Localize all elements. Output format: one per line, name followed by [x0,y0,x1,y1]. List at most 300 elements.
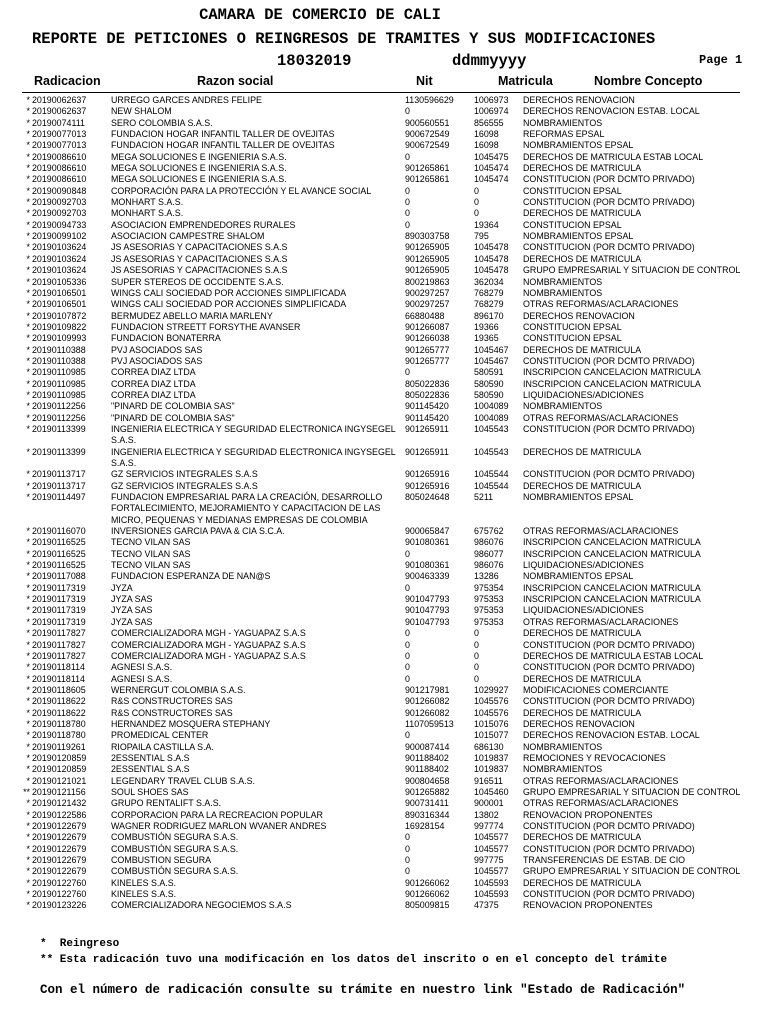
nit-cell: 901265911 [405,446,449,457]
table-row [0,628,768,639]
matricula-cell: 975353 [474,605,504,616]
concepto-cell: RENOVACION PROPONENTES [523,809,653,820]
matricula-cell: 19364 [474,219,499,230]
matricula-cell: 975354 [474,582,504,593]
razon-social-cell: ASOCIACION CAMPESTRE SHALOM [111,231,265,242]
table-row [0,708,768,719]
matricula-cell: 1019837 [474,752,509,763]
matricula-cell: 1045478 [474,242,509,253]
row-marker: * [26,582,30,593]
row-marker: * [26,605,30,616]
table-row [0,900,768,911]
razon-social-cell: GZ SERVICIOS INTEGRALES S.A.S [111,469,258,480]
concepto-cell: DERECHOS DE MATRICULA [523,163,642,174]
radicacion-cell: 20190113717 [32,480,86,491]
concepto-cell: CONSTITUCION (POR DCMTO PRIVADO) [523,423,695,434]
razon-social-cell: MEGA SOLUCIONES E INGENIERIA S.A.S. [111,163,287,174]
nit-cell: 901145420 [405,401,449,412]
razon-social-cell: JYZA SAS [111,594,153,605]
radicacion-cell: 20190074111 [32,117,85,128]
nit-cell: 901265916 [405,480,450,491]
nit-cell: 0 [405,548,410,559]
matricula-cell: 1015076 [474,718,509,729]
concepto-cell: INSCRIPCION CANCELACION MATRICULA [523,582,701,593]
concepto-cell: DERECHOS RENOVACION [523,718,635,729]
col-header-nit: Nit [416,74,433,88]
row-marker: * [26,299,30,310]
radicacion-cell: 20190122679 [32,843,87,854]
concepto-cell: DERECHOS DE MATRICULA [523,480,642,491]
razon-social-cell: GZ SERVICIOS INTEGRALES S.A.S [111,480,258,491]
radicacion-cell: 20190094733 [32,219,87,230]
matricula-cell: 768279 [474,299,504,310]
table-row [0,753,768,764]
nit-cell: 16928154 [405,821,445,832]
report-title: REPORTE DE PETICIONES O REINGRESOS DE TRAMITES Y SUS MODIFICACIONES [32,30,656,48]
matricula-cell: 1019837 [474,764,509,775]
table-row [0,413,768,424]
row-marker: * [26,310,30,321]
row-marker: * [26,560,30,571]
table-row [0,288,768,299]
table-row [0,571,768,582]
nit-cell: 901265916 [405,469,450,480]
nit-cell: 900672549 [405,140,450,151]
row-marker: * [26,276,30,287]
razon-social-cell: INVERSIONES GARCIA PAVA & CIA S.C.A. [111,526,285,537]
radicacion-cell: 20190121021 [32,775,87,786]
col-header-concepto: Nombre Concepto [594,74,703,88]
matricula-cell: 1045467 [474,355,509,366]
concepto-cell: CONSTITUCION (POR DCMTO PRIVADO) [523,197,695,208]
table-row [0,401,768,412]
matricula-cell: 975353 [474,616,504,627]
razon-social-cell: CORPORACIÓN PARA LA PROTECCIÓN Y EL AVANCE SOCIAL [111,185,372,196]
razon-social-cell: COMERCIALIZADORA MGH - YAGUAPAZ S.A.S [111,639,306,650]
razon-social-cell: JS ASESORIAS Y CAPACITACIONES S.A.S [111,253,288,264]
nit-cell: 900672549 [405,129,450,140]
razon-social-cell: JYZA SAS [111,605,153,616]
table-row [0,889,768,900]
table-row [0,333,768,344]
table-row [0,605,768,616]
nit-cell: 0 [405,730,410,741]
nit-cell: 901265777 [405,344,450,355]
nit-cell: 805022836 [405,378,450,389]
matricula-cell: 856555 [474,117,504,128]
table-row [0,674,768,685]
row-marker: * [26,401,30,412]
nit-cell: 0 [405,106,410,117]
nit-cell: 901080361 [405,537,450,548]
razon-social-cell: LEGENDARY TRAVEL CLUB S.A.S. [111,775,256,786]
radicacion-cell: 20190110388 [32,344,86,355]
row-marker: * [26,480,30,491]
concepto-cell: INSCRIPCION CANCELACION MATRICULA [523,378,701,389]
concepto-cell: DERECHOS DE MATRICULA ESTAB LOCAL [523,650,704,661]
concepto-cell: NOMBRAMIENTOS [523,401,603,412]
report-org-title: CAMARA DE COMERCIO DE CALI [199,6,441,24]
concepto-cell: CONSTITUCION (POR DCMTO PRIVADO) [523,639,695,650]
concepto-cell: DERECHOS RENOVACION ESTAB. LOCAL [523,106,700,117]
radicacion-cell: 20190092703 [32,208,87,219]
concepto-cell: DERECHOS DE MATRICULA [523,707,642,718]
razon-social-cell: HERNANDEZ MOSQUERA STEPHANY [111,718,271,729]
matricula-cell: 580590 [474,378,504,389]
table-row [0,254,768,265]
nit-cell: 0 [405,367,410,378]
radicacion-cell: 20190077013 [32,140,87,151]
row-marker: * [26,231,30,242]
concepto-cell: NOMBRAMIENTOS EPSAL [523,571,634,582]
matricula-cell: 1006973 [474,95,509,105]
radicacion-cell: 20190118780 [32,718,86,729]
razon-social-cell: FUNDACION EMPRESARIAL PARA LA CREACIÓN, DESARROLLO FORTALECIMIENTO, MEJORAMIENTO Y CAPACITACION DE LAS MICRO, PEQUENAS Y MEDIANAS EMPRESAS DE COLOMBIA [111,492,383,525]
nit-cell: 890316344 [405,809,450,820]
razon-social-cell: WERNERGUT COLOMBIA S.A.S. [111,684,246,695]
razon-social-cell: COMBUSTIÓN SEGURA S.A.S. [111,832,239,843]
razon-social-cell: TECNO VILAN SAS [111,560,191,571]
nit-cell: 901266062 [405,889,450,900]
radicacion-cell: 20190121432 [32,798,87,809]
row-marker: * [26,389,30,400]
matricula-cell: 1004089 [474,412,509,423]
radicacion-cell: 20190086610 [32,163,87,174]
concepto-cell: DERECHOS DE MATRICULA [523,208,642,219]
concepto-cell: INSCRIPCION CANCELACION MATRICULA [523,537,701,548]
concepto-cell: GRUPO EMPRESARIAL Y SITUACION DE CONTROL [523,786,741,797]
radicacion-cell: 20190122679 [32,832,87,843]
row-marker: * [26,798,30,809]
concepto-cell: DERECHOS DE MATRICULA [523,446,642,457]
row-marker: * [26,548,30,559]
nit-cell: 0 [405,208,410,219]
row-marker: * [26,208,30,219]
nit-cell: 900297257 [405,299,450,310]
matricula-cell: 0 [474,673,479,684]
row-marker: * [26,367,30,378]
table-row [0,776,768,787]
table-row [0,549,768,560]
radicacion-cell: 20190107872 [32,310,87,321]
matricula-cell: 795 [474,231,489,242]
row-marker: * [26,265,30,276]
row-marker: * [26,106,30,117]
row-marker: * [26,526,30,537]
concepto-cell: REMOCIONES Y REVOCACIONES [523,752,666,763]
concepto-cell: LIQUIDACIONES/ADICIONES [523,560,644,571]
radicacion-cell: 20190110985 [32,367,86,378]
concepto-cell: REFORMAS EPSAL [523,129,605,140]
razon-social-cell: FUNDACION ESPERANZA DE NAN@S [111,571,271,582]
row-marker: * [26,537,30,548]
razon-social-cell: KINELES S.A.S. [111,877,177,888]
footnote-modificacion: ** Esta radicación tuvo una modificación en los datos del inscrito o en el concepto del trámite [40,954,668,966]
row-marker: * [26,696,30,707]
radicacion-cell: 20190121156 [32,786,86,797]
table-row [0,311,768,322]
matricula-cell: 47375 [474,900,499,911]
radicacion-cell: 20190112256 [32,412,86,423]
matricula-cell: 986076 [474,537,504,548]
matricula-cell: 580591 [474,367,504,378]
row-marker: * [26,355,30,366]
concepto-cell: CONSTITUCION (POR DCMTO PRIVADO) [523,242,695,253]
table-row [0,242,768,253]
table-row [0,855,768,866]
nit-cell: 1107059513 [405,718,454,729]
nit-cell: 901266087 [405,321,450,332]
row-marker: * [26,707,30,718]
concepto-cell: NOMBRAMIENTOS [523,764,603,775]
nit-cell: 901266082 [405,707,450,718]
row-marker: * [26,616,30,627]
razon-social-cell: COMERCIALIZADORA NEGOCIEMOS S.A.S [111,900,292,911]
table-row [0,345,768,356]
row-marker: * [26,197,30,208]
razon-social-cell: WAGNER RODRIGUEZ MARLON WVANER ANDRES [111,821,327,832]
razon-social-cell: TECNO VILAN SAS [111,548,191,559]
razon-social-cell: INGENIERIA ELECTRICA Y SEGURIDAD ELECTRONICA INGYSEGEL S.A.S. [111,423,396,446]
nit-cell: 0 [405,639,410,650]
radicacion-cell: 20190112256 [32,401,86,412]
radicacion-cell: 20190103624 [32,253,87,264]
table-row [0,537,768,548]
concepto-cell: CONSTITUCION EPSAL [523,321,622,332]
nit-cell: 0 [405,582,410,593]
razon-social-cell: MONHART S.A.S. [111,197,184,208]
row-marker: * [26,628,30,639]
radicacion-cell: 20190090848 [32,185,87,196]
row-marker: * [26,889,30,900]
table-row [0,447,768,470]
nit-cell: 805009815 [405,900,450,911]
matricula-cell: 0 [474,628,479,639]
radicacion-cell: 20190122760 [32,877,87,888]
razon-social-cell: COMBUSTION SEGURA [111,855,212,866]
radicacion-cell: 20190105336 [32,276,87,287]
nit-cell: 0 [405,197,410,208]
matricula-cell: 975353 [474,594,504,605]
razon-social-cell: GRUPO RENTALIFT S.A.S. [111,798,222,809]
nit-cell: 901265905 [405,242,450,253]
concepto-cell: MODIFICACIONES COMERCIANTE [523,684,669,695]
radicacion-cell: 20190122586 [32,809,87,820]
matricula-cell: 1045467 [474,344,509,355]
table-row [0,651,768,662]
razon-social-cell: WINGS CALI SOCIEDAD POR ACCIONES SIMPLIFICADA [111,287,347,298]
table-row [0,152,768,163]
nit-cell: 901145420 [405,412,449,423]
nit-cell: 0 [405,151,410,162]
radicacion-cell: 20190086610 [32,174,87,185]
radicacion-cell: 20190117827 [32,628,86,639]
nit-cell: 1130596629 [405,95,454,105]
concepto-cell: CONSTITUCION (POR DCMTO PRIVADO) [523,696,695,707]
matricula-cell: 0 [474,208,479,219]
concepto-cell: INSCRIPCION CANCELACION MATRICULA [523,594,701,605]
col-header-radicacion: Radicacion [34,74,101,88]
radicacion-cell: 20190116525 [32,537,86,548]
concepto-cell: DERECHOS RENOVACION [523,310,635,321]
razon-social-cell: PROMEDICAL CENTER [111,730,209,741]
nit-cell: 0 [405,855,410,866]
table-row [0,526,768,537]
concepto-cell: OTRAS REFORMAS/ACLARACIONES [523,616,679,627]
matricula-cell: 1045460 [474,786,509,797]
matricula-cell: 1045544 [474,469,509,480]
nit-cell: 901080361 [405,560,450,571]
matricula-cell: 916511 [474,775,503,786]
table-row [0,106,768,117]
matricula-cell: 16098 [474,140,499,151]
table-row [0,469,768,480]
row-marker: * [26,900,30,911]
radicacion-cell: 20190092703 [32,197,87,208]
table-row [0,379,768,390]
table-row [0,583,768,594]
table-row [0,662,768,673]
row-marker: * [26,174,30,185]
radicacion-cell: 20190106501 [32,287,87,298]
concepto-cell: LIQUIDACIONES/ADICIONES [523,389,644,400]
matricula-cell: 986076 [474,560,504,571]
nit-cell: 0 [405,185,410,196]
razon-social-cell: CORREA DIAZ LTDA [111,378,196,389]
table-row [0,322,768,333]
nit-cell: 901217981 [405,684,450,695]
table-row [0,764,768,775]
concepto-cell: DERECHOS DE MATRICULA ESTAB LOCAL [523,151,704,162]
radicacion-cell: 20190077013 [32,129,87,140]
concepto-cell: CONSTITUCION (POR DCMTO PRIVADO) [523,821,695,832]
row-marker: * [26,321,30,332]
table-row [0,299,768,310]
header-divider [22,92,740,93]
concepto-cell: CONSTITUCION (POR DCMTO PRIVADO) [523,355,695,366]
matricula-cell: 1015077 [474,730,509,741]
table-row [0,220,768,231]
radicacion-cell: 20190119261 [32,741,86,752]
radicacion-cell: 20190117088 [32,571,86,582]
concepto-cell: CONSTITUCION (POR DCMTO PRIVADO) [523,662,695,673]
matricula-cell: 1045474 [474,174,509,185]
row-marker: * [26,151,30,162]
row-marker: ** [23,786,30,797]
nit-cell: 901188402 [405,752,449,763]
radicacion-cell: 20190122679 [32,855,87,866]
razon-social-cell: AGNESI S.A.S. [111,673,173,684]
row-marker: * [26,741,30,752]
razon-social-cell: CORREA DIAZ LTDA [111,389,196,400]
razon-social-cell: JS ASESORIAS Y CAPACITACIONES S.A.S [111,265,288,276]
nit-cell: 900087414 [405,741,450,752]
radicacion-cell: 20190118622 [32,696,86,707]
concepto-cell: NOMBRAMIENTOS EPSAL [523,231,634,242]
razon-social-cell: SUPER STEREOS DE OCCIDENTE S.A.S. [111,276,284,287]
radicacion-cell: 20190118780 [32,730,86,741]
concepto-cell: NOMBRAMIENTOS [523,287,603,298]
razon-social-cell: FUNDACION BONATERRA [111,333,221,344]
matricula-cell: 1045576 [474,696,509,707]
matricula-cell: 0 [474,662,479,673]
row-marker: * [26,730,30,741]
nit-cell: 800219863 [405,276,450,287]
row-marker: * [26,469,30,480]
row-marker: * [26,662,30,673]
concepto-cell: OTRAS REFORMAS/ACLARACIONES [523,798,679,809]
radicacion-cell: 20190120859 [32,752,87,763]
radicacion-cell: 20190117319 [32,594,86,605]
nit-cell: 66880488 [405,310,445,321]
concepto-cell: DERECHOS DE MATRICULA [523,344,642,355]
concepto-cell: CONSTITUCION EPSAL [523,333,622,344]
matricula-cell: 1045478 [474,253,509,264]
concepto-cell: DERECHOS DE MATRICULA [523,673,642,684]
table-row [0,492,768,526]
concepto-cell: DERECHOS DE MATRICULA [523,253,642,264]
razon-social-cell: AGNESI S.A.S. [111,662,173,673]
razon-social-cell: "PINARD DE COLOMBIA SAS" [111,401,235,412]
row-marker: * [26,117,30,128]
nit-cell: 890303758 [405,231,450,242]
nit-cell: 901265911 [405,423,449,434]
razon-social-cell: COMBUSTIÓN SEGURA S.A.S. [111,843,239,854]
nit-cell: 0 [405,866,410,877]
razon-social-cell: MEGA SOLUCIONES E INGENIERIA S.A.S. [111,174,287,185]
nit-cell: 901266062 [405,877,450,888]
row-marker: * [26,673,30,684]
razon-social-cell: INGENIERIA ELECTRICA Y SEGURIDAD ELECTRONICA INGYSEGEL S.A.S. [111,446,396,468]
matricula-cell: 997774 [474,821,504,832]
row-marker: * [26,140,30,151]
table-row [0,617,768,628]
radicacion-cell: 20190113399 [32,446,86,457]
matricula-cell: 13802 [474,809,499,820]
report-table [0,95,768,912]
matricula-cell: 1045543 [474,423,509,434]
footnote-consulta-link: Con el número de radicación consulte su trámite en nuestro link "Estado de Radicación" [40,983,686,997]
table-row [0,685,768,696]
radicacion-cell: 20190099102 [32,231,87,242]
matricula-cell: 1045475 [474,151,509,162]
row-marker: * [26,242,30,253]
matricula-cell: 1045577 [474,843,509,854]
nit-cell: 900731411 [405,798,449,809]
nit-cell: 900560551 [405,117,450,128]
matricula-cell: 16098 [474,129,499,140]
radicacion-cell: 20190103624 [32,265,87,276]
radicacion-cell: 20190117319 [32,605,86,616]
row-marker: * [26,287,30,298]
radicacion-cell: 20190062637 [32,95,87,105]
row-marker: * [26,821,30,832]
concepto-cell: DERECHOS DE MATRICULA [523,628,642,639]
razon-social-cell: COMBUSTIÓN SEGURA S.A.S. [111,866,239,877]
row-marker: * [26,650,30,661]
nit-cell: 0 [405,662,410,673]
nit-cell: 901265861 [405,163,450,174]
concepto-cell: NOMBRAMIENTOS [523,741,603,752]
radicacion-cell: 20190122679 [32,866,87,877]
nit-cell: 901047793 [405,605,450,616]
concepto-cell: NOMBRAMIENTOS [523,276,603,287]
nit-cell: 805024648 [405,492,450,503]
razon-social-cell: PVJ ASOCIADOS SAS [111,344,203,355]
razon-social-cell: JS ASESORIAS Y CAPACITACIONES S.A.S [111,242,288,253]
table-row [0,560,768,571]
report-date: 18032019 [277,52,352,70]
